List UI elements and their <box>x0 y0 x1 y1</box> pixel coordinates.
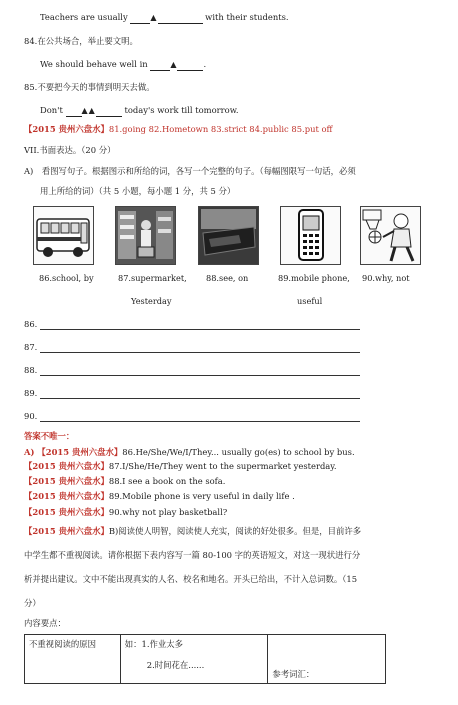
table-cell-examples <box>120 635 268 684</box>
caption-87-sub: Yesterday <box>131 296 172 306</box>
q84-line <box>40 59 206 71</box>
part-b-line4: 分） <box>24 598 41 608</box>
source-tag: 【2015 贵州六盘水】 <box>24 526 109 536</box>
q83-after: with their students. <box>205 12 289 22</box>
answer-line-90[interactable] <box>40 421 360 422</box>
mobile-phone-picture <box>280 206 341 265</box>
answer-86 <box>24 447 355 458</box>
triangle-marker: ▲ <box>170 60 178 69</box>
sofa-picture <box>198 206 259 265</box>
part-b-text: B)阅读使人明智，阅读使人充实，阅读的好处很多。但是，目前许多 <box>108 526 362 536</box>
example-2: 2.时间花在...... <box>146 660 205 670</box>
q85-after: today's work till tomorrow. <box>124 105 239 115</box>
caption-86: 86.school, by <box>39 273 94 283</box>
answers-heading: 答案不唯一： <box>24 431 75 441</box>
answer-line-89[interactable] <box>40 398 360 399</box>
source-tag: 【2015 贵州六盘水】 <box>24 124 109 134</box>
answer-line-88[interactable] <box>40 375 360 376</box>
blank-label-87: 87. <box>24 342 38 352</box>
source-tag: 【2015 贵州六盘水】 <box>24 491 109 501</box>
answer-81-85 <box>24 124 333 135</box>
triangle-marker: ▲ <box>150 13 158 22</box>
part-a-line1: A) 看图写句子。根据图示和所给的词，各写一个完整的句子。（每幅图限写一句话，必须 <box>24 166 356 176</box>
supermarket-picture <box>115 206 176 265</box>
table-cell-vocab: 参考词汇： <box>268 635 386 684</box>
q85-line <box>40 105 239 117</box>
blank-label-89: 89. <box>24 388 38 398</box>
basketball-picture <box>360 206 421 265</box>
q84-cn: 84.在公共场合，举止要文明。 <box>24 36 138 46</box>
picture-row <box>33 206 393 266</box>
blank <box>96 105 122 117</box>
source-tag: 【2015 贵州六盘水】 <box>24 461 109 471</box>
blank <box>177 59 203 71</box>
q85-cn: 85.不要把今天的事情到明天去做。 <box>24 82 155 92</box>
section-title: VII.书面表达。（20 分） <box>24 145 116 155</box>
blank <box>158 12 203 24</box>
answer-88 <box>24 476 225 487</box>
blank <box>130 12 150 24</box>
blank-label-86: 86. <box>24 319 38 329</box>
caption-90: 90.why, not <box>362 273 410 283</box>
answer-text: 87.I/She/He/They went to the supermarket yesterday. <box>108 461 337 471</box>
bus-picture <box>33 206 94 265</box>
part-b-line3: 析并提出建议。文中不能出现真实的人名、校名和地名。开头已给出，不计入总词数。（15 <box>24 574 358 584</box>
answer-text: 89.Mobile phone is very useful in daily life . <box>108 491 295 501</box>
q84-before: We should behave well in <box>40 59 148 69</box>
content-points-label: 内容要点： <box>24 618 66 628</box>
content-points-table <box>24 634 386 684</box>
example-1: 如：1.作业太多 <box>124 639 184 649</box>
part-b-line2: 中学生都不重视阅读。请你根据下表内容写一篇 80-100 字的英语短文，对这一现状进行分 <box>24 550 361 560</box>
answer-line-87[interactable] <box>40 352 360 353</box>
part-label: A) <box>24 447 38 457</box>
source-tag: 【2015 贵州六盘水】 <box>24 476 109 486</box>
q83-line <box>40 12 289 24</box>
triangle-marker: ▲▲ <box>81 106 96 115</box>
part-b-line1 <box>24 526 361 537</box>
caption-87: 87.supermarket, <box>118 273 187 283</box>
blank-label-90: 90. <box>24 411 38 421</box>
q85-before: Don't <box>40 105 63 115</box>
q83-before: Teachers are usually <box>40 12 128 22</box>
caption-89: 89.mobile phone, <box>278 273 350 283</box>
table-cell-reason: 不重视阅读的原因 <box>25 635 121 684</box>
answer-text: 90.why not play basketball? <box>108 507 228 517</box>
answer-line-86[interactable] <box>40 329 360 330</box>
answer-90 <box>24 507 227 518</box>
answer-text: 81.going 82.Hometown 83.strict 84.public 85.put off <box>108 124 333 134</box>
caption-89-sub: useful <box>297 296 323 306</box>
part-a-line2: 用上所给的词）（共 5 小题，每小题 1 分，共 5 分） <box>40 186 236 196</box>
blank <box>150 59 170 71</box>
answer-text: 86.He/She/We/I/They... usually go(es) to school by bus. <box>122 447 355 457</box>
answer-89 <box>24 491 295 502</box>
q84-after: . <box>203 59 207 69</box>
answer-text: 88.I see a book on the sofa. <box>108 476 226 486</box>
caption-88: 88.see, on <box>206 273 249 283</box>
blank-label-88: 88. <box>24 365 38 375</box>
answer-87 <box>24 461 337 472</box>
source-tag: 【2015 贵州六盘水】 <box>24 507 109 517</box>
blank <box>66 105 82 117</box>
source-tag: 【2015 贵州六盘水】 <box>37 447 123 457</box>
